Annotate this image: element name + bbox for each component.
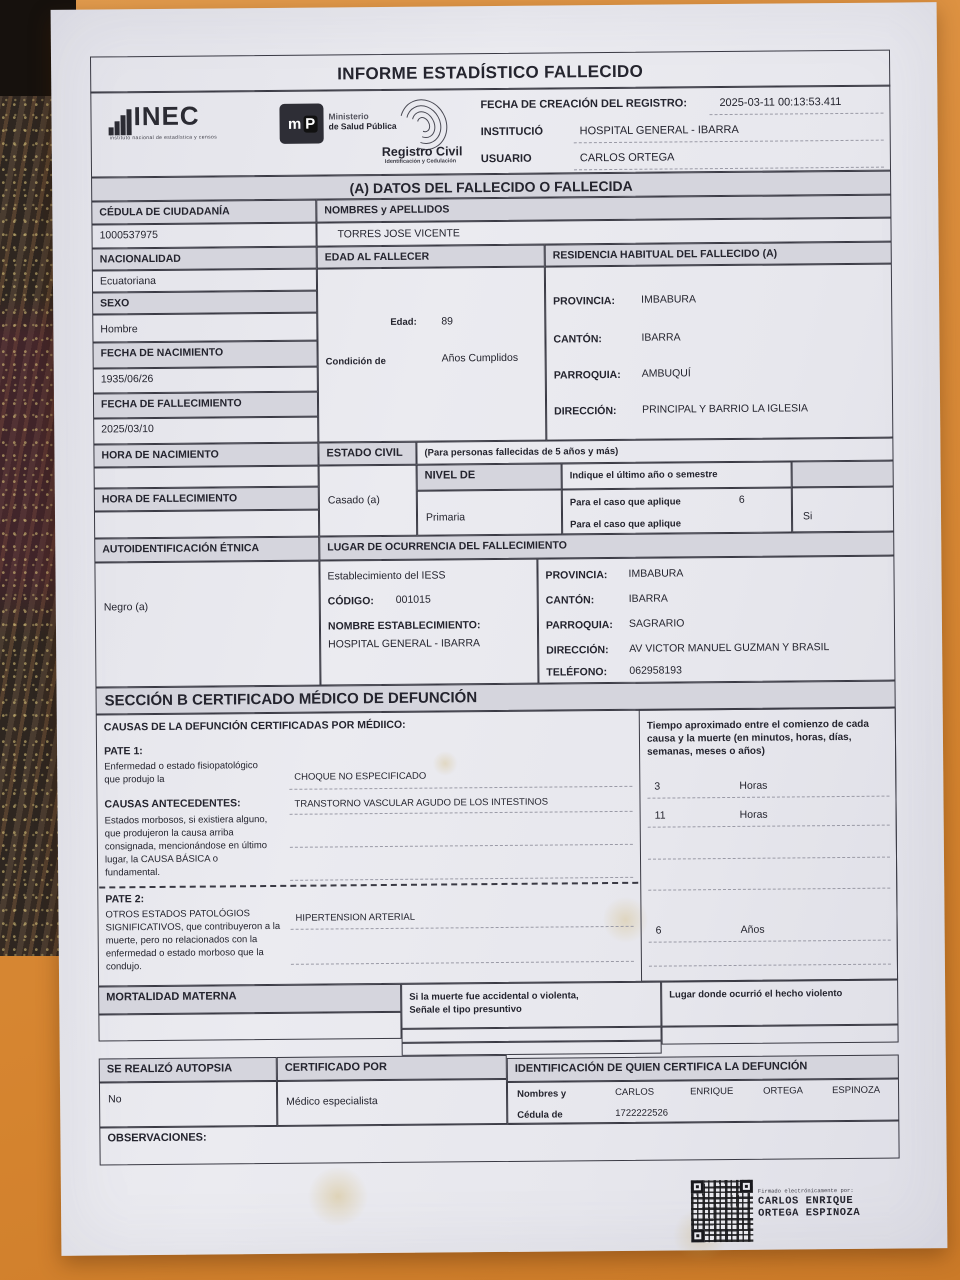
residencia-direccion-value: PRINCIPAL Y BARRIO LA IGLESIA — [642, 402, 809, 416]
hora-fallecimiento-label: HORA DE FALLECIMIENTO — [94, 487, 319, 512]
institucion-value: HOSPITAL GENERAL - IBARRA — [579, 123, 739, 138]
antecedentes-desc-1: Estados morbosos, si existiera alguno, — [104, 814, 268, 827]
usuario-value: CARLOS ORTEGA — [579, 151, 675, 165]
fecha-fallecimiento-label: FECHA DE FALLECIMIENTO — [93, 392, 318, 419]
nombre-establecimiento-label: NOMBRE ESTABLECIMIENTO: — [327, 619, 481, 633]
pate2-desc-2: SIGNIFICATIVOS, que contribuyeron a la — [105, 920, 281, 934]
pate2-label: PATE 2: — [105, 893, 145, 906]
tiempo1-unit: Horas — [739, 779, 768, 792]
residencia-canton-label: CANTÓN: — [553, 333, 602, 346]
paper-stain — [306, 1167, 371, 1226]
edad-label: Edad: — [390, 316, 417, 328]
lugar-provincia-label: PROVINCIA: — [545, 569, 608, 582]
nombre-3: ORTEGA — [762, 1085, 804, 1097]
pate2-desc-1: OTROS ESTADOS PATOLÓGIOS — [105, 908, 250, 921]
tiempo3-unit: Años — [740, 923, 765, 936]
fecha-creacion-value: 2025-03-11 00:13:53.411 — [719, 95, 842, 110]
msp-letter-m: m — [287, 115, 302, 133]
msp-caption-1: Ministerio — [328, 111, 369, 122]
inec-logo-bars-icon — [108, 105, 131, 135]
pate1-desc-2: que produjo la — [104, 773, 165, 786]
causa3-value: HIPERTENSION ARTERIAL — [295, 911, 416, 924]
lugar-tipo: Establecimiento del IESS — [327, 569, 446, 583]
registro-civil-caption: Identificación y Cedulación — [384, 158, 457, 165]
tiempo1-value: 3 — [654, 780, 661, 793]
causas-header: CAUSAS DE LA DEFUNCIÓN CERTIFICADAS POR MÉDIICO: — [103, 718, 406, 734]
antecedentes-desc-5: fundamental. — [105, 866, 161, 879]
certificado-label: CERTIFICADO POR — [277, 1055, 507, 1081]
death-certificate-form — [51, 2, 948, 1256]
condicion-value: Años Cumplidos — [441, 351, 519, 365]
fecha-nacimiento-label: FECHA DE NACIMIENTO — [92, 341, 317, 369]
tiempo2-unit: Horas — [739, 808, 768, 821]
lugar-violento-empty-row — [661, 1025, 898, 1045]
residencia-parroquia-value: AMBUQUÍ — [641, 367, 691, 380]
ultimo-ano-label: Indique el último año o semestre — [562, 461, 792, 489]
cedula-label: CÉDULA DE CIUDADANÍA — [91, 200, 316, 225]
msp-logo-icon — [279, 104, 323, 144]
codigo-value: 001015 — [395, 593, 431, 606]
cedula-certifica-value: 1722222526 — [615, 1107, 669, 1120]
autopsia-label: SE REALIZÓ AUTOPSIA — [99, 1057, 277, 1083]
qr-code — [691, 1180, 754, 1243]
nombre-establecimiento-value: HOSPITAL GENERAL - IBARRA — [328, 637, 481, 651]
causa1-value: CHOQUE NO ESPECIFICADO — [294, 770, 427, 783]
etnica-value: Negro (a) — [94, 561, 320, 688]
certificado-value: Médico especialista — [277, 1079, 507, 1126]
asiste-value: Si — [792, 487, 894, 533]
hora-nacimiento-value — [94, 466, 319, 489]
antecedentes-label: CAUSAS ANTECEDENTES: — [104, 797, 241, 811]
lugar-ocurrencia-label: LUGAR DE OCURRENCIA DEL FALLECIMIENTO — [319, 532, 894, 561]
condicion-label: Condición de — [325, 355, 386, 368]
nombres-certifica-label: Nombres y — [517, 1088, 567, 1100]
sexo-value: Hombre — [92, 313, 317, 343]
cedula-value: 1000537975 — [91, 223, 316, 249]
edad-fallecer-label: EDAD AL FALLECER — [317, 245, 545, 269]
lugar-telefono-value: 062958193 — [629, 664, 682, 677]
edad-value: 89 — [441, 315, 454, 328]
nombres-value: TORRES JOSE VICENTE — [316, 218, 891, 247]
residencia-canton-value: IBARRA — [641, 331, 681, 344]
fingerprint-icon — [396, 94, 452, 150]
nombre-2: ENRIQUE — [689, 1085, 734, 1098]
pate2-desc-5: condujo. — [105, 961, 142, 973]
lugar-telefono-label: TELÉFONO: — [546, 666, 608, 679]
firma-nombre-1: CARLOS ENRIQUE — [757, 1194, 854, 1208]
cedula-certifica-label: Cédula de — [517, 1109, 563, 1121]
inec-caption: instituto nacional de estadística y censos — [109, 134, 218, 142]
tiempo3-value: 6 — [655, 924, 662, 937]
msp-letter-p: P — [305, 115, 316, 133]
lugar-violento-header-cell — [661, 980, 898, 1027]
hora-nacimiento-label: HORA DE NACIMIENTO — [93, 443, 318, 468]
residencia-label: RESIDENCIA HABITUAL DEL FALLECIDO (A) — [545, 242, 892, 267]
pate2-desc-4: enfermedad o estado morboso que la — [105, 947, 264, 960]
sexo-label: SEXO — [92, 291, 317, 315]
lugar-violento-label: Lugar donde ocurrió el hecho violento — [669, 988, 843, 1001]
nacionalidad-label: NACIONALIDAD — [92, 247, 317, 271]
mortalidad-value — [98, 1012, 401, 1042]
lugar-canton-label: CANTÓN: — [545, 594, 595, 607]
msp-caption-2: de Salud Pública — [328, 120, 397, 132]
registro-civil-logo: Registro Civil — [381, 144, 463, 160]
etnica-label: AUTOIDENTIFICACIÓN ÉTNICA — [94, 537, 319, 563]
codigo-label: CÓDIGO: — [327, 595, 374, 608]
violenta-label-2: Señale el tipo presuntivo — [409, 1003, 522, 1016]
tiempo2-value: 11 — [654, 809, 666, 822]
aplique-value: 6 — [738, 493, 745, 506]
lugar-provincia-value: IMBABURA — [628, 567, 684, 580]
section-a-header: (A) DATOS DEL FALLECIDO O FALLECIDA — [91, 171, 891, 202]
institucion-label: INSTITUCIÓ — [480, 125, 544, 139]
usuario-label: USUARIO — [480, 152, 532, 166]
fecha-fallecimiento-value: 2025/03/10 — [93, 417, 318, 445]
autopsia-value: No — [99, 1081, 277, 1128]
residencia-provincia-value: IMBABURA — [641, 293, 697, 306]
mortalidad-label: MORTALIDAD MATERNA — [98, 984, 401, 1015]
asiste-header-cell — [792, 461, 894, 488]
nombre-4: ESPINOZA — [831, 1084, 881, 1097]
section-b-header: SECCIÓN B CERTIFICADO MÉDICO DE DEFUNCIÓN — [95, 681, 895, 715]
nombres-label: NOMBRES y APELLIDOS — [316, 195, 891, 223]
antecedentes-desc-4: lugar, la CAUSA BÁSICA o — [104, 853, 219, 866]
lugar-direccion-label: DIRECCIÓN: — [546, 644, 609, 657]
violenta-label-1: Si la muerte fue accidental o violenta, — [409, 990, 579, 1003]
lugar-direccion-value: AV VICTOR MANUEL GUZMAN Y BRASIL — [629, 641, 830, 655]
estado-civil-label: ESTADO CIVIL — [318, 442, 416, 466]
nivel-label: NIVEL DE — [417, 463, 562, 490]
aplique-label-2: Para el caso que aplique — [570, 518, 682, 531]
residencia-provincia-label: PROVINCIA: — [553, 294, 616, 308]
pate1-label: PATE 1: — [104, 745, 143, 758]
firma-note: Firmado electrónicamente por: — [757, 1186, 854, 1195]
antecedentes-desc-3: consignada, mencionándose en último — [104, 840, 268, 853]
inec-logo: INEC — [133, 100, 200, 132]
lugar-canton-value: IBARRA — [628, 592, 668, 605]
observaciones-label: OBSERVACIONES: — [99, 1121, 899, 1166]
lugar-parroquia-label: PARROQUIA: — [545, 619, 613, 632]
tiempo-header: Tiempo aproximado entre el comienzo de cada causa y la muerte (en minutos, horas, días, semanas, meses o años) — [646, 718, 870, 758]
nivel-value: Primaria — [417, 489, 562, 535]
pate2-desc-3: muerte, pero no relacionados con la — [105, 934, 258, 947]
nombre-1: CARLOS — [615, 1086, 655, 1099]
nacionalidad-value: Ecuatoriana — [92, 269, 317, 293]
residencia-direccion-label: DIRECCIÓN: — [554, 404, 617, 418]
fecha-creacion-label: FECHA DE CREACIÓN DEL REGISTRO: — [480, 97, 688, 112]
identificacion-header: IDENTIFICACIÓN DE QUIEN CERTIFICA LA DEFUNCIÓN — [507, 1055, 899, 1082]
lugar-parroquia-value: SAGRARIO — [628, 617, 685, 630]
residencia-parroquia-label: PARROQUIA: — [553, 368, 621, 382]
antecedentes-desc-2: que produjeron la causa arriba — [104, 827, 234, 840]
firma-nombre-2: ORTEGA ESPINOZA — [758, 1206, 861, 1220]
hora-fallecimiento-value — [94, 510, 319, 539]
estado-civil-value: Casado (a) — [319, 465, 418, 537]
causa2-value: TRANSTORNO VASCULAR AGUDO DE LOS INTESTINOS — [294, 796, 549, 810]
violenta-empty-row — [402, 1041, 662, 1056]
instruccion-note: (Para personas fallecidas de 5 años y más) — [416, 438, 893, 465]
form-title: INFORME ESTADÍSTICO FALLECIDO — [90, 50, 890, 94]
pate1-desc-1: Enfermedad o estado fisiopatológico — [104, 760, 258, 773]
aplique-label-1: Para el caso que aplique — [569, 496, 681, 509]
fecha-nacimiento-value: 1935/06/26 — [93, 367, 318, 394]
